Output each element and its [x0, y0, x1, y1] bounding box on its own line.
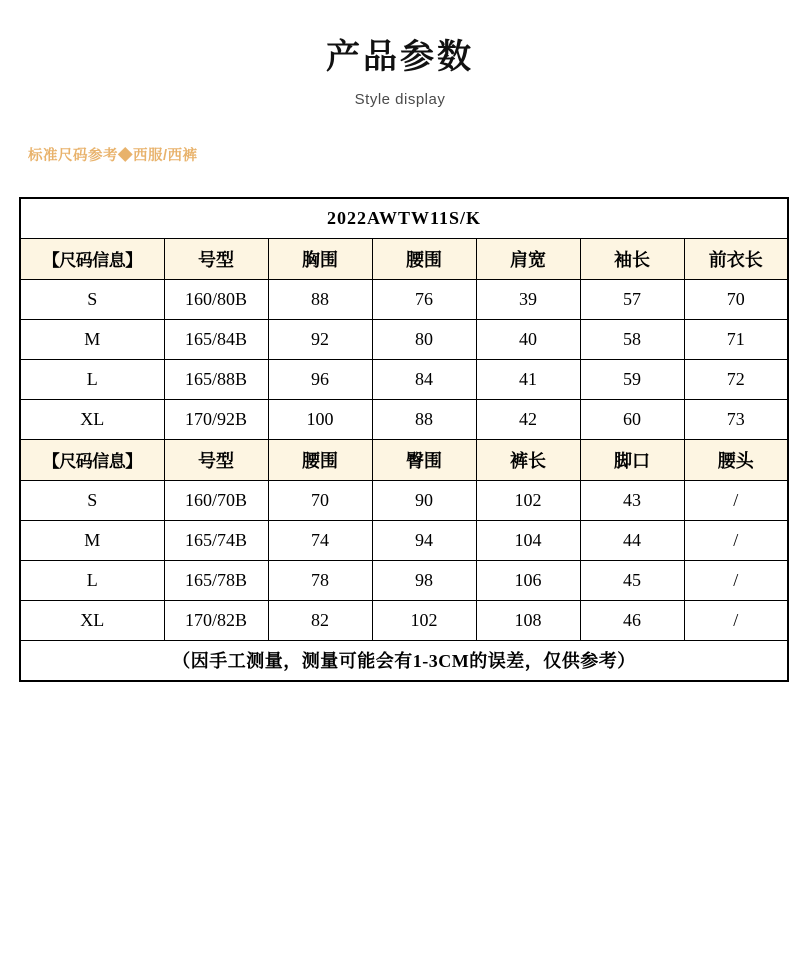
jacket-cell-3-2: 100 — [268, 399, 372, 439]
measurement-footnote: （因手工测量，测量可能会有1-3CM的误差，仅供参考） — [20, 640, 788, 681]
footnote-row — [20, 640, 788, 681]
jacket-header-row — [20, 238, 788, 279]
table-row — [20, 600, 788, 640]
trouser-header-cell-4: 裤长 — [476, 439, 580, 480]
trouser-header-cell-5: 脚口 — [580, 439, 684, 480]
jacket-cell-2-1: 165/88B — [164, 359, 268, 399]
jacket-cell-0-1: 160/80B — [164, 279, 268, 319]
jacket-cell-1-0: M — [20, 319, 164, 359]
trouser-header-row — [20, 439, 788, 480]
trouser-cell-3-3: 102 — [372, 600, 476, 640]
jacket-header-cell-0: 【尺码信息】 — [20, 238, 164, 279]
trouser-cell-3-6: / — [684, 600, 788, 640]
jacket-cell-3-4: 42 — [476, 399, 580, 439]
model-code: 2022AWTW11S/K — [20, 198, 788, 239]
jacket-cell-3-3: 88 — [372, 399, 476, 439]
jacket-cell-1-3: 80 — [372, 319, 476, 359]
page-title: 产品参数 — [326, 39, 474, 76]
trouser-cell-2-0: L — [20, 560, 164, 600]
jacket-cell-0-3: 76 — [372, 279, 476, 319]
jacket-cell-3-0: XL — [20, 399, 164, 439]
trouser-cell-1-4: 104 — [476, 520, 580, 560]
trouser-cell-1-3: 94 — [372, 520, 476, 560]
trouser-cell-0-2: 70 — [268, 480, 372, 520]
jacket-header-cell-2: 胸围 — [268, 238, 372, 279]
trouser-cell-1-5: 44 — [580, 520, 684, 560]
jacket-header-cell-6: 前衣长 — [684, 238, 788, 279]
trouser-cell-1-2: 74 — [268, 520, 372, 560]
trouser-cell-0-1: 160/70B — [164, 480, 268, 520]
model-code-row — [20, 198, 788, 239]
table-row — [20, 359, 788, 399]
trouser-cell-2-1: 165/78B — [164, 560, 268, 600]
trouser-header-cell-0: 【尺码信息】 — [20, 439, 164, 480]
jacket-header-cell-4: 肩宽 — [476, 238, 580, 279]
jacket-cell-2-0: L — [20, 359, 164, 399]
trouser-cell-2-5: 45 — [580, 560, 684, 600]
trouser-cell-2-3: 98 — [372, 560, 476, 600]
trouser-cell-0-5: 43 — [580, 480, 684, 520]
jacket-header-cell-5: 袖长 — [580, 238, 684, 279]
jacket-cell-2-5: 59 — [580, 359, 684, 399]
jacket-cell-0-4: 39 — [476, 279, 580, 319]
jacket-cell-3-5: 60 — [580, 399, 684, 439]
jacket-cell-0-6: 70 — [684, 279, 788, 319]
trouser-cell-3-1: 170/82B — [164, 600, 268, 640]
trouser-cell-1-1: 165/74B — [164, 520, 268, 560]
trouser-cell-3-0: XL — [20, 600, 164, 640]
jacket-cell-1-5: 58 — [580, 319, 684, 359]
table-row — [20, 399, 788, 439]
trouser-cell-0-0: S — [20, 480, 164, 520]
trouser-cell-2-6: / — [684, 560, 788, 600]
size-table-wrapper — [19, 197, 781, 682]
page-subtitle: Style display — [354, 90, 446, 108]
jacket-cell-2-4: 41 — [476, 359, 580, 399]
jacket-cell-2-6: 72 — [684, 359, 788, 399]
trouser-cell-0-6: / — [684, 480, 788, 520]
jacket-cell-2-3: 84 — [372, 359, 476, 399]
trouser-cell-1-0: M — [20, 520, 164, 560]
jacket-cell-0-2: 88 — [268, 279, 372, 319]
jacket-header-cell-3: 腰围 — [372, 238, 476, 279]
trouser-header-cell-1: 号型 — [164, 439, 268, 480]
jacket-cell-3-1: 170/92B — [164, 399, 268, 439]
jacket-cell-0-0: S — [20, 279, 164, 319]
trouser-cell-3-5: 46 — [580, 600, 684, 640]
jacket-cell-3-6: 73 — [684, 399, 788, 439]
trouser-cell-3-4: 108 — [476, 600, 580, 640]
trouser-header-cell-2: 腰围 — [268, 439, 372, 480]
trouser-header-cell-3: 臀围 — [372, 439, 476, 480]
trouser-cell-2-4: 106 — [476, 560, 580, 600]
jacket-cell-2-2: 96 — [268, 359, 372, 399]
title-block — [0, 0, 800, 108]
trouser-cell-3-2: 82 — [268, 600, 372, 640]
table-row — [20, 279, 788, 319]
trouser-cell-0-3: 90 — [372, 480, 476, 520]
trouser-cell-0-4: 102 — [476, 480, 580, 520]
table-row — [20, 560, 788, 600]
size-table — [19, 197, 789, 682]
table-row — [20, 319, 788, 359]
size-reference-note: 标准尺码参考◆西服/西裤 — [28, 147, 198, 164]
jacket-cell-1-2: 92 — [268, 319, 372, 359]
table-row — [20, 480, 788, 520]
jacket-cell-0-5: 57 — [580, 279, 684, 319]
jacket-header-cell-1: 号型 — [164, 238, 268, 279]
trouser-cell-1-6: / — [684, 520, 788, 560]
jacket-cell-1-1: 165/84B — [164, 319, 268, 359]
jacket-cell-1-6: 71 — [684, 319, 788, 359]
jacket-cell-1-4: 40 — [476, 319, 580, 359]
trouser-cell-2-2: 78 — [268, 560, 372, 600]
table-row — [20, 520, 788, 560]
trouser-header-cell-6: 腰头 — [684, 439, 788, 480]
